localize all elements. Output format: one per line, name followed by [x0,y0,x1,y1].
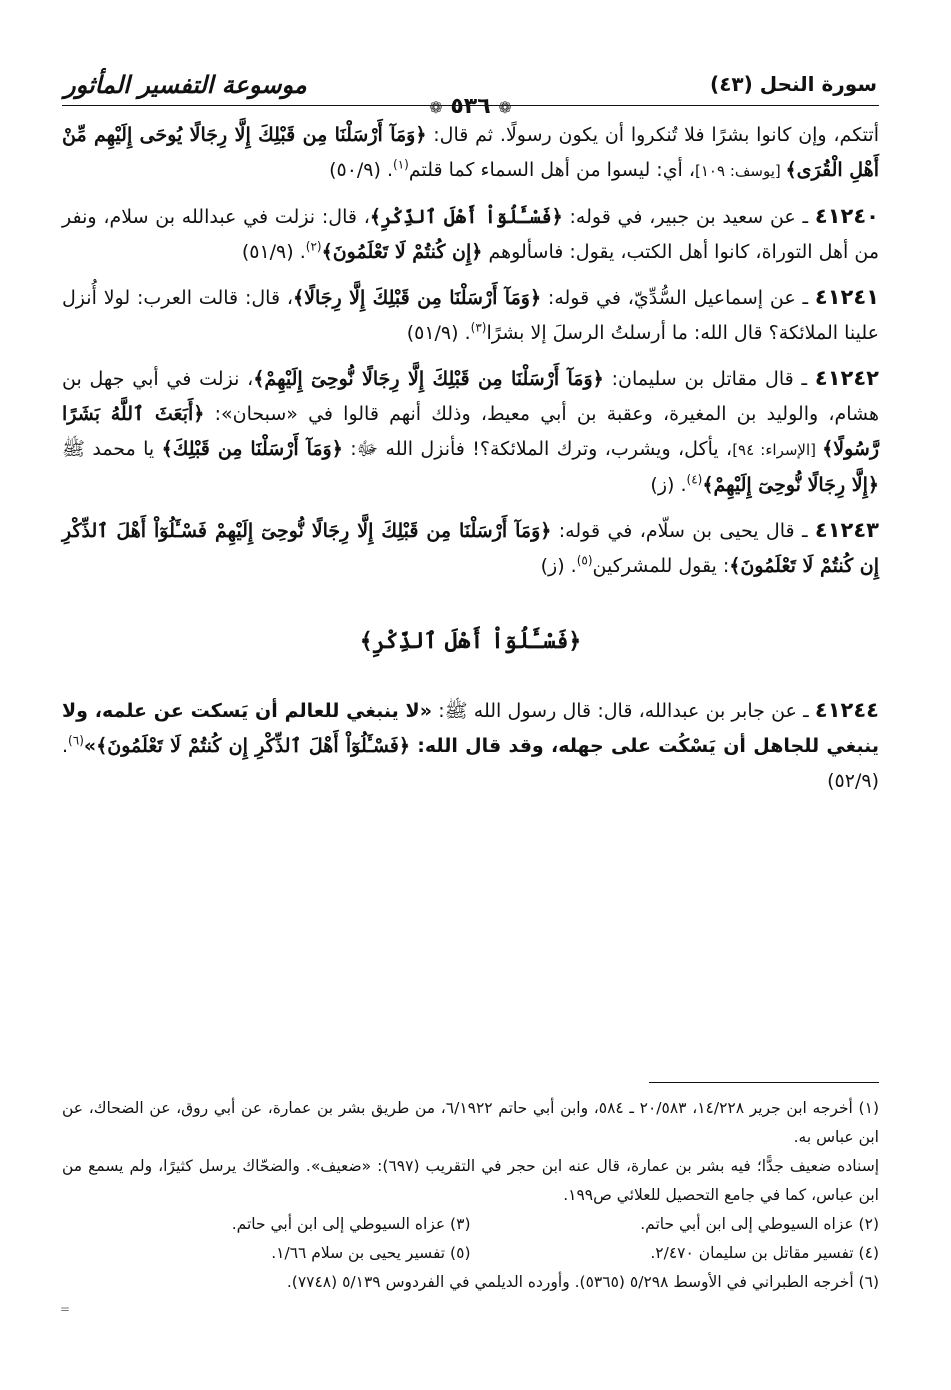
source-ref: . (٥١/٩) [406,322,471,344]
narration-number: ٤١٢٤٢ [814,366,879,390]
page-number-block [62,94,879,119]
footnote-marker: (٥) [576,553,593,568]
page-header [62,60,879,118]
narration-41242 [62,361,879,503]
hadith-close: » [83,735,97,757]
quran-verse: ﴿وَمَآ أَرْسَلْنَا مِن قَبْلِكَ إِلَّا رِجَالًا يُوحَى إِلَيْهِم مِّنْ أَهْلِ الْقُرَى﴾ [62,124,879,181]
quran-verse: ﴿وَمَآ أَرْسَلْنَا مِن قَبْلِكَ إِلَّا رِجَالًا﴾ [293,287,542,309]
text-segment: ، قال: قالت العرب: لولا أُنزل علينا الملائكة؟ قال الله: ما أرسلتُ الرسلَ إلا بشرًا [62,287,879,344]
narration-41244 [62,693,879,799]
footnote-2: (٢) عزاه السيوطي إلى ابن أبي حاتم. [640,1215,879,1233]
footnotes [62,1094,879,1297]
surah-title: سورة النحل (٤٣) [710,72,877,96]
quran-verse: ﴿وَمَآ أَرْسَلْنَا مِن قَبْلِكَ إِلَّا رِجَالًا نُّوحِىٓ إِلَيْهِمْ﴾ [253,368,604,390]
text-segment: ـ عن سعيد بن جبير، في قوله: [562,206,815,228]
page-number: ٥٣٦ [450,94,491,119]
footnote-marker: (٦) [68,733,84,748]
footnote-marker: (٣) [470,320,487,335]
text-segment: ، يأكل، ويشرب، وترك الملائكة؟! فأنزل الله ﷻ: [342,438,733,460]
ornament-right-icon: ❁ [498,98,512,117]
quran-verse: ﴿فَسْـَٔلُوٓاْ أَهْلَ ٱلذِّكْرِ﴾ [369,206,563,228]
footnote-separator [649,1082,879,1083]
text-segment: ـ عن إسماعيل السُّدِّيّ، في قوله: [541,287,815,309]
quran-verse: ﴿فَسْـَٔلُوٓاْ أَهْلَ ٱلذِّكْرِ إِن كُنتُمْ لَا تَعْلَمُونَ﴾ [96,735,411,757]
main-text [62,118,879,799]
footnote-4: (٤) تفسير مقاتل بن سليمان ٢/٤٧٠. [650,1244,879,1262]
footnote-3: (٣) عزاه السيوطي إلى ابن أبي حاتم. [231,1215,471,1233]
footnote-6: (٦) أخرجه الطبراني في الأوسط ٥/٢٩٨ (٥٣٦٥). وأورده الديلمي في الفردوس ٥/١٣٩ (٧٧٤٨). [286,1273,879,1291]
narration-41241 [62,280,879,351]
source-ref: . (ز) [650,474,687,496]
narration-number: ٤١٢٤١ [814,285,880,309]
ornament-left-icon: ❁ [429,98,443,117]
hadith-text: «لا ينبغي للعالم أن يَسكت عن علمه، ولا ينبغي للجاهل أن يَسْكُت على جهله، وقد قال الله: [62,700,879,757]
quran-verse: ﴿إِن كُنتُمْ لَا تَعْلَمُونَ﴾ [321,241,483,263]
footnote-marker: (٤) [686,472,703,487]
source-ref: . (٥٢/٩) [62,735,879,792]
narration-number: ٤١٢٤٣ [814,518,879,542]
text-segment: ـ قال مقاتل بن سليمان: [603,368,815,390]
text-segment: أتتكم، وإن كانوا بشرًا فلا تُنكروا أن يكون رسولًا. ثم قال: [426,124,879,146]
quran-verse: ﴿إِلَّا رِجَالًا نُّوحِىٓ إِلَيْهِمْ﴾ [702,474,879,496]
narration-number: ٤١٢٤٤ [814,698,879,722]
text-segment: ، أي: ليسوا من أهل السماء كما قلتم [408,159,696,181]
text-segment: ، نزلت في أبي جهل بن هشام، والوليد بن المغيرة، وعقبة بن أبي معيط، وذلك أنهم قالوا في «سبحان»: [62,368,879,425]
footnote-1-grading: إسناده ضعيف جدًّا؛ فيه بشر بن عمارة، قال عنه ابن حجر في التقريب (٦٩٧): «ضعيف». والضحّاك يرسل كثيرًا، ولم يسمع من ابن عباس، كما في جامع التحصيل للعلائي ص١٩٩. [62,1157,879,1204]
text-segment: يا محمد ﷺ [62,438,162,460]
footnote-5: (٥) تفسير يحيى بن سلام ١/٦٦. [271,1244,471,1262]
section-heading: ﴿فَسْـَٔلُوٓاْ أَهْلَ ٱلذِّكْرِ﴾ [359,628,582,654]
page [62,60,879,1360]
text-segment: : يقول للمشركين [592,555,730,577]
margin-mark: = [60,1302,71,1316]
footnote-row [62,1239,879,1268]
quran-verse: ﴿وَمَآ أَرْسَلْنَا مِن قَبْلِكَ﴾ [161,438,343,460]
text-segment: ـ عن جابر بن عبدالله، قال: قال رسول الله ﷺ: [431,700,815,722]
paragraph-continuation [62,118,879,189]
source-ref: . (ز) [540,555,577,577]
book-title: موسوعة التفسير المأثور [64,70,307,99]
quran-verse: ﴿أَبَعَثَ ٱللَّهُ بَشَرًا رَّسُولًا﴾ [62,403,879,460]
verse-reference: [الإسراء: ٩٤] [732,441,823,459]
text-segment: ، قال: نزلت في عبدالله بن سلام، ونفر من أهل التوراة، كانوا أهل الكتب، يقول: فاسألوهم [62,206,879,263]
verse-reference: [يوسف: ١٠٩] [695,162,786,180]
text-segment: ـ قال يحيى بن سلّام، في قوله: [551,520,815,542]
source-ref: . (٥٠/٩) [329,159,394,181]
footnote-1: (١) أخرجه ابن جرير ١٤/٢٢٨، ٢٠/٥٨٣ ـ ٥٨٤، وابن أبي حاتم ٦/١٩٢٢، من طريق بشر بن عمارة، عن أبي روق، عن الضحاك، عن ابن عباس به. [62,1099,879,1146]
narration-41243 [62,513,879,584]
footnote-marker: (٢) [305,239,322,254]
footnote-row [62,1210,879,1239]
source-ref: . (٥١/٩) [241,241,306,263]
header-rule [62,105,879,106]
narration-41240 [62,199,879,270]
quran-verse: ﴿وَمَآ أَرْسَلْنَا مِن قَبْلِكَ إِلَّا رِجَالًا نُّوحِىٓ إِلَيْهِمْ فَسْـَٔلُوٓاْ أَهْلَ ٱلذِّكْرِ إِن كُنتُمْ لَا تَعْلَمُونَ﴾ [62,520,879,577]
footnote-marker: (١) [393,157,409,172]
narration-number: ٤١٢٤٠ [814,204,879,228]
